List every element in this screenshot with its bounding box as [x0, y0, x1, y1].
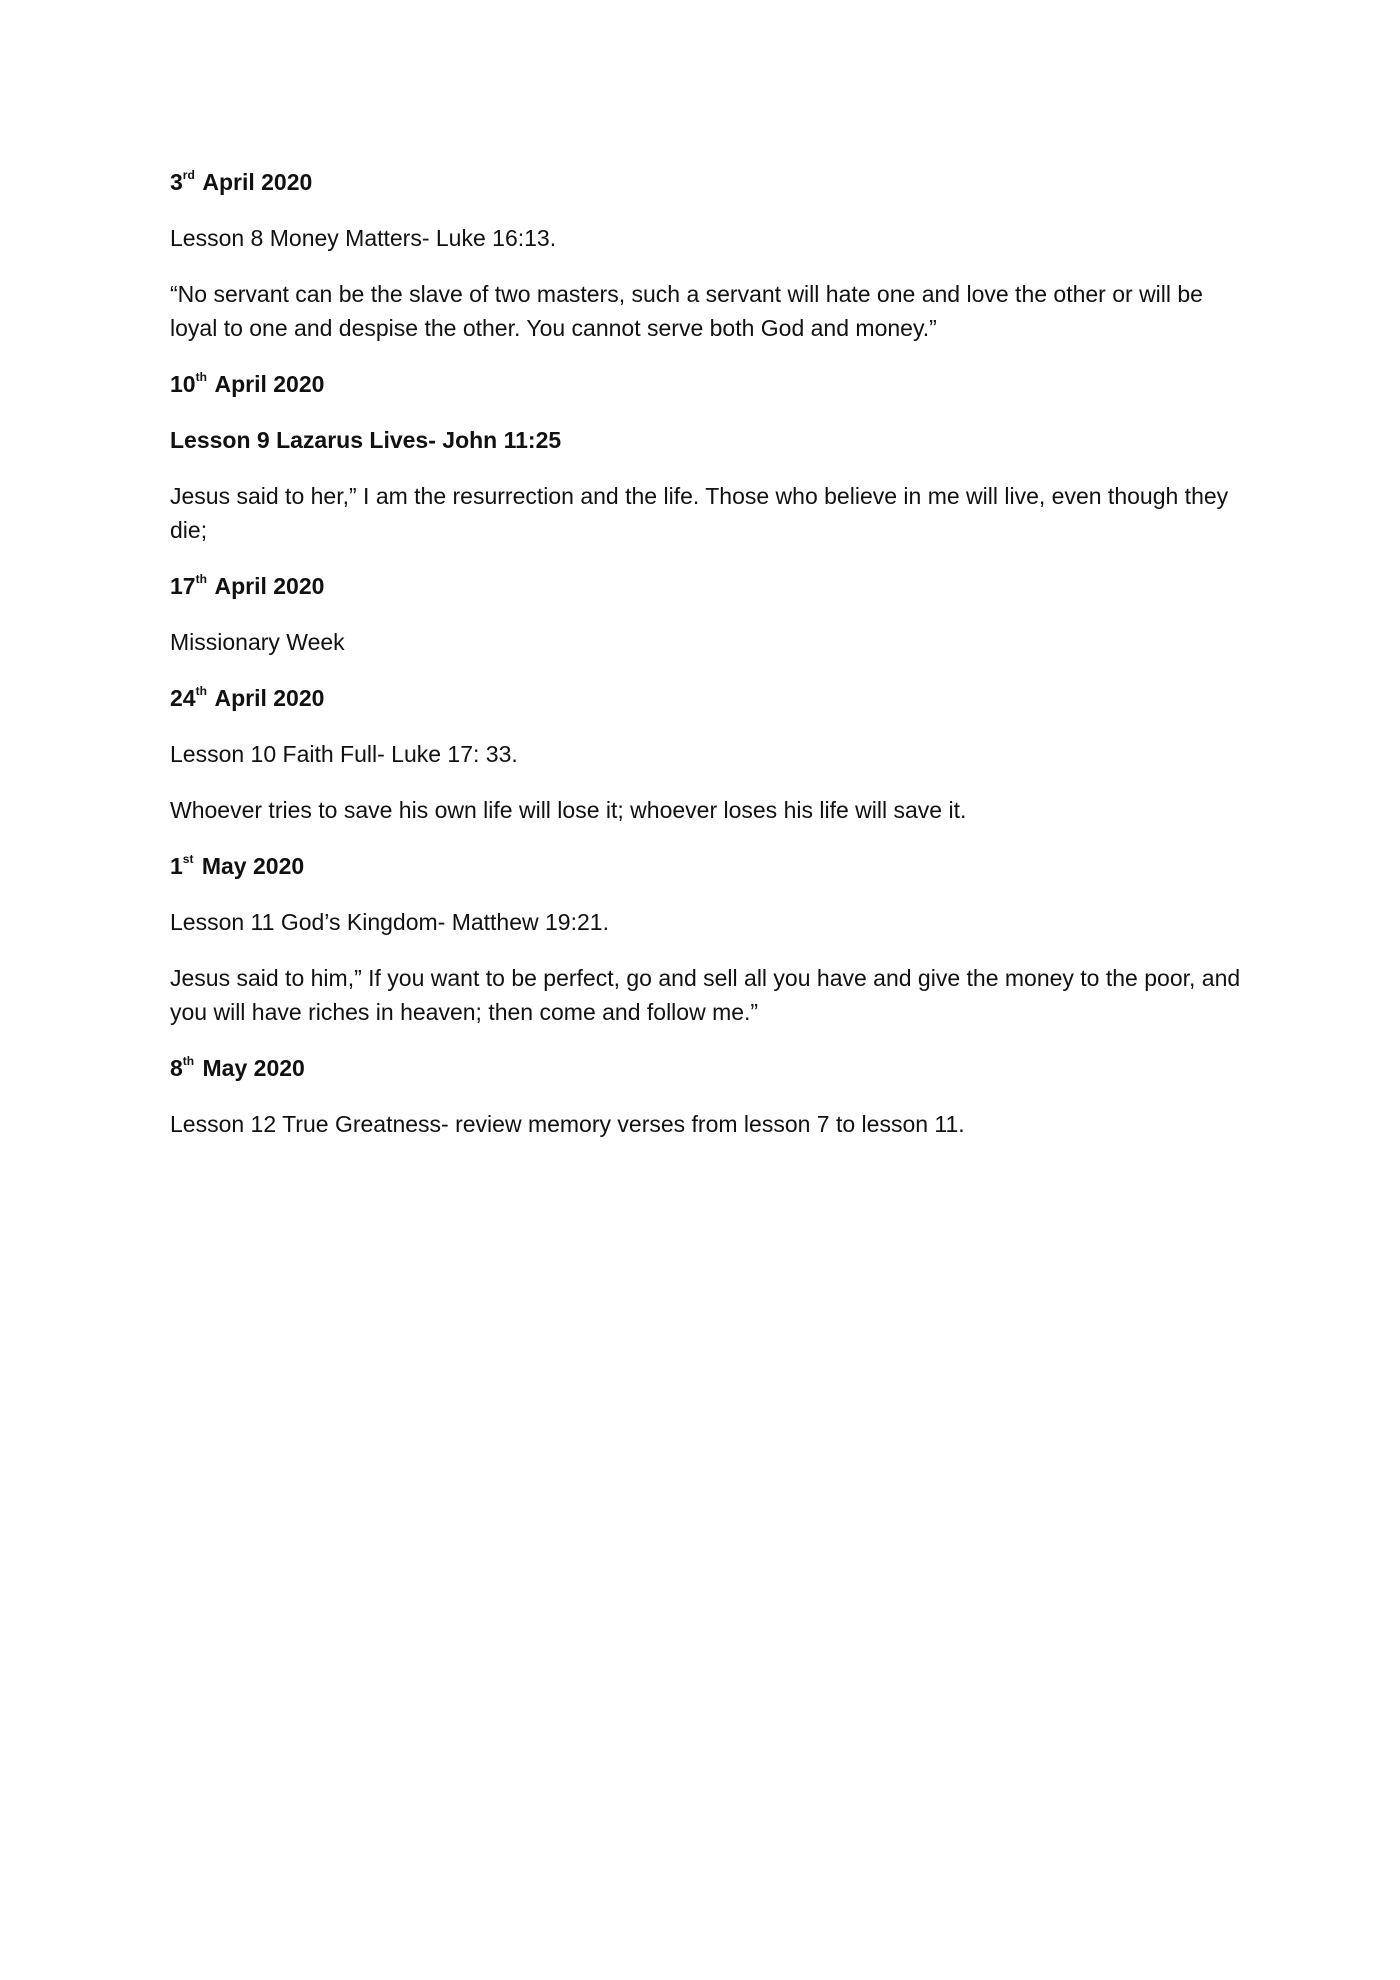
lesson-line: Lesson 11 God’s Kingdom- Matthew 19:21. — [170, 909, 609, 935]
date-month-year: May 2020 — [196, 1055, 305, 1081]
lesson-line: Lesson 8 Money Matters- Luke 16:13. — [170, 225, 557, 251]
date-month-year: May 2020 — [195, 853, 305, 879]
lesson-line: Lesson 9 Lazarus Lives- John 11:25 — [170, 427, 562, 453]
date-heading — [170, 849, 1245, 883]
date-ordinal-suffix: th — [182, 1054, 195, 1069]
date-ordinal-suffix: rd — [182, 168, 195, 183]
memory-verse: Whoever tries to save his own life will lose it; whoever loses his life will save it. — [170, 797, 967, 823]
document-body — [170, 165, 1245, 1163]
date-heading — [170, 367, 1245, 401]
date-day: 1 — [170, 853, 183, 879]
date-heading — [170, 681, 1245, 715]
date-ordinal-suffix: st — [182, 852, 194, 867]
date-ordinal-suffix: th — [195, 684, 207, 699]
date-ordinal-suffix: th — [195, 572, 207, 587]
memory-verse: Jesus said to her,” I am the resurrection and the life. Those who believe in me will live, even though they die; — [170, 483, 1229, 543]
date-heading — [170, 1051, 1245, 1085]
date-month-year: April 2020 — [208, 685, 325, 711]
date-month-year: April 2020 — [208, 573, 325, 599]
lesson-line: Lesson 12 True Greatness- review memory verses from lesson 7 to lesson 11. — [170, 1111, 965, 1137]
lesson-line: Lesson 10 Faith Full- Luke 17: 33. — [170, 741, 518, 767]
date-day: 24 — [170, 685, 196, 711]
date-day: 3 — [170, 169, 183, 195]
date-heading — [170, 569, 1245, 603]
date-month-year: April 2020 — [208, 371, 325, 397]
memory-verse: Jesus said to him,” If you want to be perfect, go and sell all you have and give the money to the poor, and you will have riches in heaven; then come and follow me.” — [170, 965, 1241, 1025]
lesson-line: Missionary Week — [170, 629, 345, 655]
date-day: 10 — [170, 371, 196, 397]
date-month-year: April 2020 — [196, 169, 313, 195]
date-day: 8 — [170, 1055, 183, 1081]
date-day: 17 — [170, 573, 196, 599]
memory-verse: “No servant can be the slave of two masters, such a servant will hate one and love the other or will be loyal to one and despise the other. You cannot serve both God and money.” — [170, 281, 1203, 341]
date-ordinal-suffix: th — [195, 370, 207, 385]
date-heading — [170, 165, 1245, 199]
